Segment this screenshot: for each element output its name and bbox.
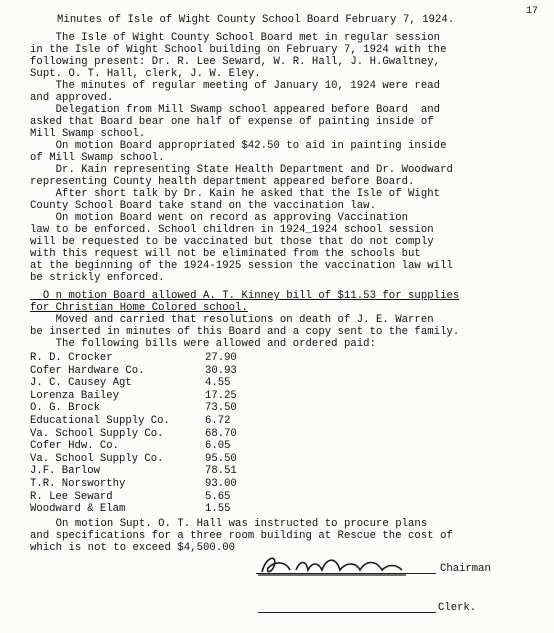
bill-payee: Woodward & Elam	[30, 503, 126, 516]
clerk-label: Clerk.	[438, 602, 477, 614]
text-line: Delegation from Mill Swamp school appeared before Board and	[30, 104, 441, 116]
text-line: of Mill Swamp school.	[30, 152, 165, 164]
page-number: 17	[526, 6, 539, 17]
bill-amount: 95.50	[205, 452, 237, 465]
text-line: On motion Board appropriated $42.50 to aid in painting inside	[30, 140, 447, 152]
text-line: in the Isle of Wight School building on February 7, 1924 with the	[30, 44, 447, 56]
bill-payee: J. C. Causey Agt	[30, 377, 132, 390]
text-line: After short talk by Dr. Kain he asked that the Isle of Wight	[30, 188, 441, 200]
bill-amount: 6.72	[205, 414, 231, 427]
text-line: and specifications for a three room building at Rescue the cost of	[30, 530, 453, 542]
bill-amount: 68.70	[205, 427, 237, 440]
bill-payee: Cofer Hdw. Co.	[30, 440, 120, 453]
chairman-signature-image	[256, 552, 416, 580]
chairman-signature-line	[256, 573, 436, 574]
bill-amount: 30.93	[205, 364, 237, 377]
text-line: Minutes of Isle of Wight County School Board February 7, 1924.	[57, 14, 455, 26]
bill-payee: O. G. Brock	[30, 402, 100, 415]
text-line: County School Board take stand on the vaccination law.	[30, 200, 376, 212]
bill-amount: 17.25	[205, 389, 237, 402]
bill-payee: Va. School Supply Co.	[30, 452, 164, 465]
text-line: O n motion Board allowed A. T. Kinney bill of $11.53 for supplies	[30, 290, 460, 302]
text-line: at the beginning of the 1924-1925 session the vaccination law will	[30, 260, 453, 272]
text-line: with this request will not be eliminated from the schools but	[30, 248, 421, 260]
text-line: Moved and carried that resolutions on death of J. E. Warren	[30, 314, 434, 326]
bill-amount: 1.55	[205, 503, 231, 516]
text-line: and approved.	[30, 92, 114, 104]
clerk-signature-line	[258, 612, 436, 613]
bill-payee: Va. School Supply Co.	[30, 427, 164, 440]
text-line: be inserted in minutes of this Board and a copy sent to the family.	[30, 326, 460, 338]
bill-payee: R. D. Crocker	[30, 352, 113, 364]
text-line: The following bills were allowed and ordered paid:	[30, 338, 376, 350]
text-line: The minutes of regular meeting of January 10, 1924 were read	[30, 80, 441, 92]
bill-payee: Cofer Hardware Co.	[30, 364, 145, 377]
text-line: which is not to exceed $4,500.00	[30, 542, 236, 554]
text-line: will be requested to be vaccinated but those that do not comply	[30, 236, 434, 248]
text-line: Dr. Kain representing State Health Department and Dr. Woodward	[30, 164, 453, 176]
text-line: Mill Swamp school.	[30, 128, 146, 140]
bill-payee: T.R. Norsworthy	[30, 477, 126, 490]
text-line: representing County health department appeared before Board.	[30, 176, 415, 188]
text-line: On motion Supt. O. T. Hall was instructed to procure plans	[30, 518, 428, 530]
text-line: be strickly enforced.	[30, 272, 165, 284]
bill-amount: 4.55	[205, 377, 231, 390]
text-line: On motion Board went on record as approving Vaccination	[30, 212, 409, 224]
bill-amount: 6.05	[205, 440, 231, 453]
text-line: law to be enforced. School children in 1924_1924 school session	[30, 224, 434, 236]
bill-amount: 78.51	[205, 465, 237, 478]
bill-amount: 27.90	[205, 352, 237, 364]
text-line: The Isle of Wight County School Board met in regular session	[30, 32, 441, 44]
bill-payee: Educational Supply Co.	[30, 414, 170, 427]
bill-payee: R. Lee Seward	[30, 490, 113, 503]
bill-payee: Lorenza Bailey	[30, 389, 120, 402]
bill-amount: 93.00	[205, 477, 237, 490]
bill-amount: 73.50	[205, 402, 237, 415]
text-line: asked that Board bear one half of expense of painting inside of	[30, 116, 434, 128]
chairman-label: Chairman	[440, 563, 491, 575]
bill-amount: 5.65	[205, 490, 231, 503]
bill-payee: J.F. Barlow	[30, 465, 100, 478]
text-line: for Christian Home Colored school.	[30, 302, 248, 314]
text-line: Supt. O. T. Hall, clerk, J. W. Eley.	[30, 68, 261, 80]
text-line: following present: Dr. R. Lee Seward, W. R. Hall, J. H.Gwaltney,	[30, 56, 441, 68]
